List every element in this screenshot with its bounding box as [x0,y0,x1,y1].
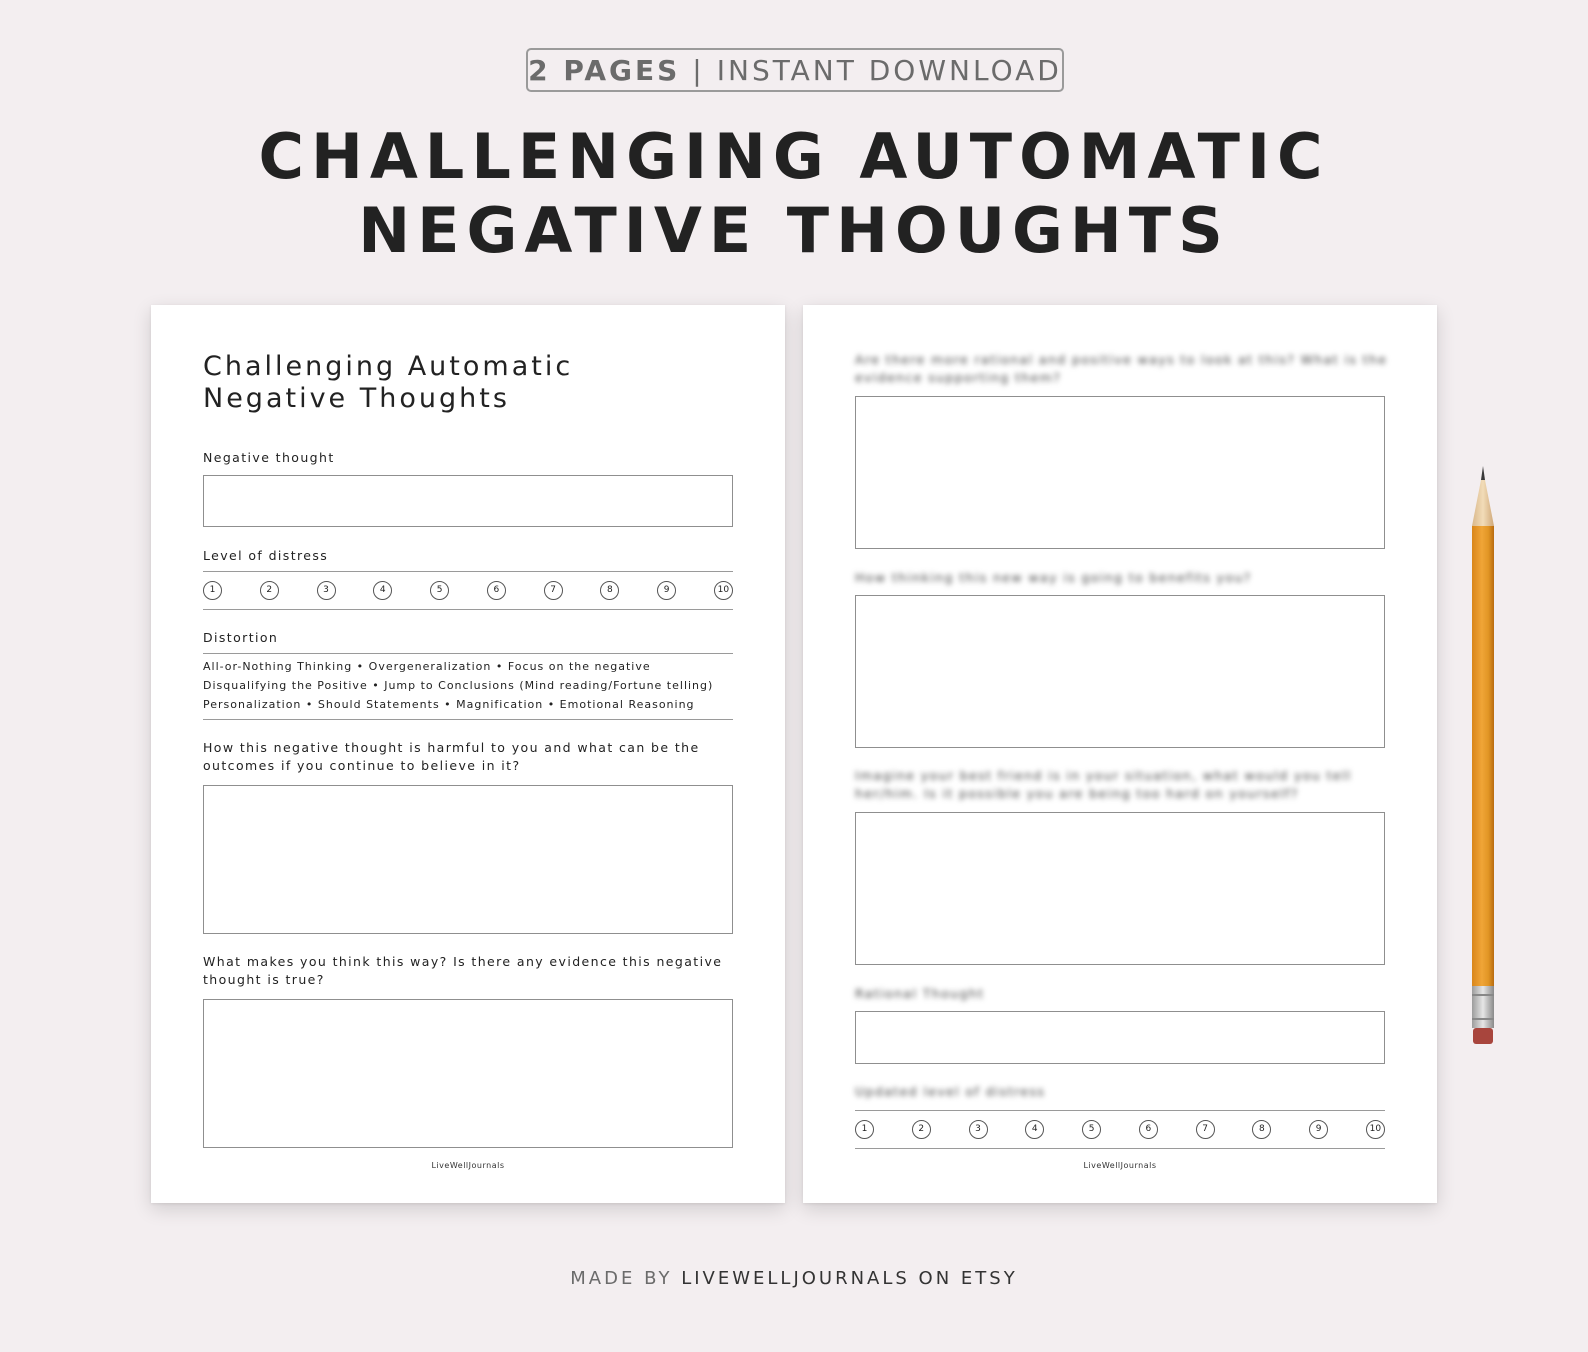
distress-option[interactable]: 4 [1025,1120,1044,1139]
pencil-icon [1468,466,1498,1056]
made-by-label: MADE BY [570,1268,673,1289]
main-title [0,120,1588,268]
distress-option[interactable]: 4 [373,581,392,600]
distress-option[interactable]: 6 [1139,1120,1158,1139]
badge-delivery: INSTANT DOWNLOAD [716,53,1062,87]
distortion-options: Disqualifying the Positive • Jump to Conclusions (Mind reading/Fortune telling) [203,679,714,692]
badge-pages: 2 PAGES [528,53,681,87]
updated-distress-label: Updated level of distress [855,1084,1046,1099]
format-badge [526,48,1064,92]
worksheet-page-2 [803,305,1437,1203]
divider [855,1148,1385,1149]
distress-option[interactable]: 8 [1252,1120,1271,1139]
distress-option[interactable]: 2 [912,1120,931,1139]
distress-label: Level of distress [203,548,329,563]
negative-thought-label: Negative thought [203,450,335,465]
distress-option[interactable]: 7 [1196,1120,1215,1139]
rational-thought-field[interactable] [855,1011,1385,1064]
distress-option[interactable]: 10 [1366,1120,1385,1139]
footer-credit [0,1268,1588,1289]
main-title-line2: NEGATIVE THOUGHTS [358,194,1230,267]
distress-option[interactable]: 7 [544,581,563,600]
main-title-line1: CHALLENGING AUTOMATIC [258,120,1330,193]
divider [855,1110,1385,1111]
distress-option[interactable]: 6 [487,581,506,600]
page-brand: LiveWellJournals [1083,1161,1157,1170]
distortion-options: Personalization • Should Statements • Magnification • Emotional Reasoning [203,698,695,711]
worksheet-title-line1: Challenging Automatic [203,351,574,382]
distress-option[interactable]: 5 [430,581,449,600]
distress-option[interactable]: 1 [203,581,222,600]
negative-thought-field[interactable] [203,475,733,527]
distress-scale [203,579,733,601]
badge-separator: | [692,53,705,87]
benefit-question: How thinking this new way is going to benefits you? [855,570,1252,585]
distress-option[interactable]: 3 [969,1120,988,1139]
distortion-label: Distortion [203,630,279,645]
benefit-answer-box[interactable] [855,595,1385,748]
distress-option[interactable]: 1 [855,1120,874,1139]
page-brand: LiveWellJournals [431,1161,505,1170]
distress-option[interactable]: 9 [1309,1120,1328,1139]
shop-name: LIVEWELLJOURNALS ON ETSY [681,1268,1018,1289]
updated-distress-scale [855,1118,1385,1140]
rational-answer-box[interactable] [855,396,1385,549]
evidence-answer-box[interactable] [203,999,733,1148]
distortion-options: All-or-Nothing Thinking • Overgeneralization • Focus on the negative [203,660,651,673]
evidence-question: What makes you think this way? Is there any evidence this negative thought is true? [203,954,723,987]
worksheet-page-1 [151,305,785,1203]
worksheet-title [203,351,573,415]
friend-answer-box[interactable] [855,812,1385,965]
divider [203,571,733,572]
distress-option[interactable]: 8 [600,581,619,600]
distress-option[interactable]: 3 [317,581,336,600]
rational-question: Are there more rational and positive ways to look at this? What is the evidence supporting them? [855,352,1388,385]
distress-option[interactable]: 9 [657,581,676,600]
distress-option[interactable]: 5 [1082,1120,1101,1139]
rational-thought-label: Rational Thought [855,986,985,1001]
divider [203,609,733,610]
harmful-question: How this negative thought is harmful to you and what can be the outcomes if you continue to believe in it? [203,740,700,773]
friend-question: Imagine your best friend is in your situation, what would you tell her/him. Is it possible you are being too hard on yourself? [855,768,1352,801]
divider [203,653,733,654]
divider [203,719,733,720]
harmful-answer-box[interactable] [203,785,733,934]
distress-option[interactable]: 10 [714,581,733,600]
worksheet-title-line2: Negative Thoughts [203,383,510,414]
distress-option[interactable]: 2 [260,581,279,600]
